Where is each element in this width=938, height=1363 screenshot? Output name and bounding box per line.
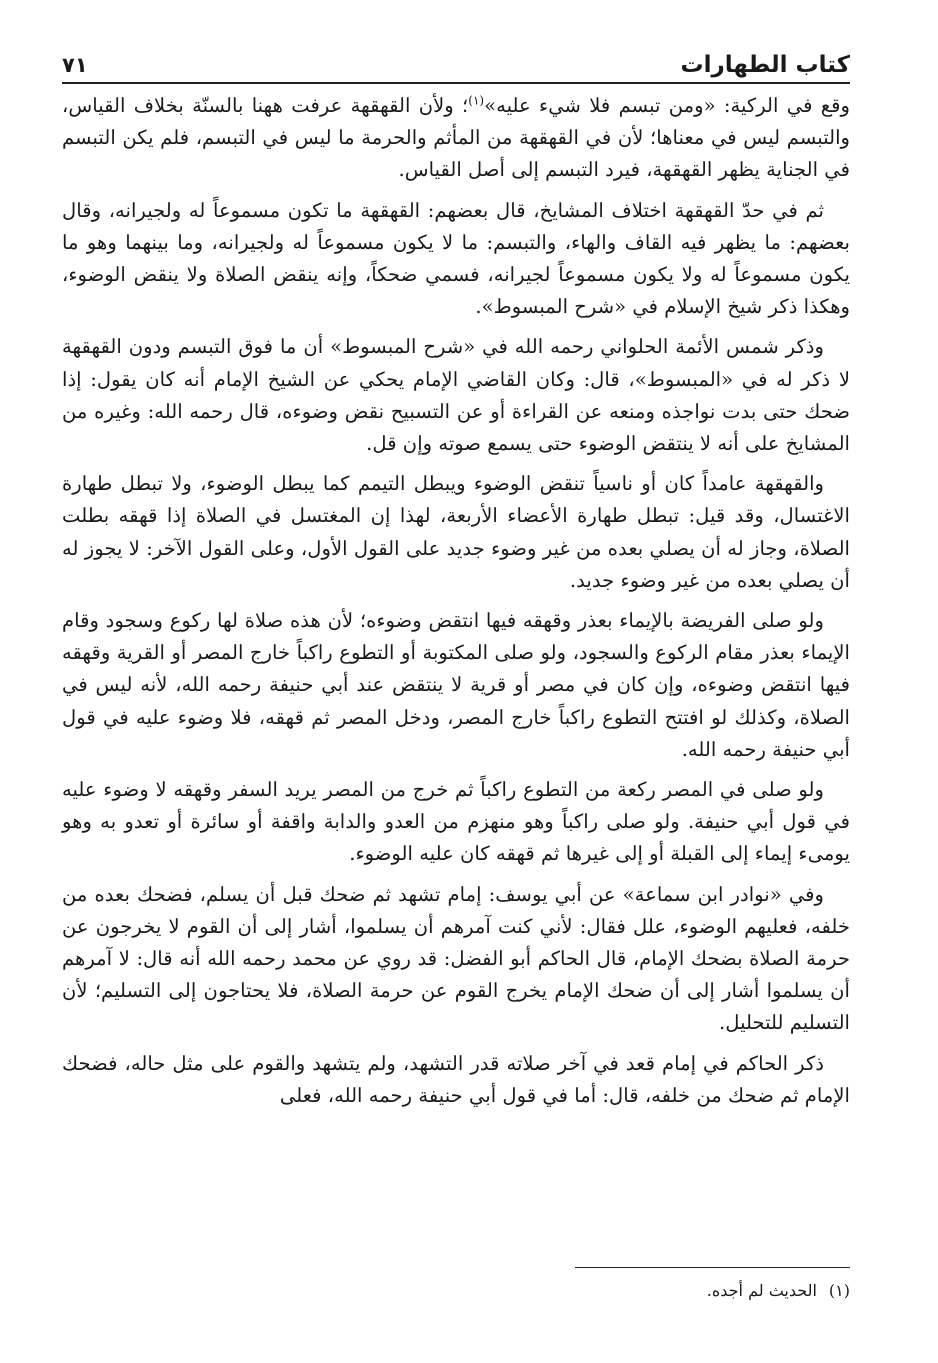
paragraph-text: ؛ ولأن القهقهة عرفت ههنا بالسنّة بخلاف القياس، والتبسم ليس في معناها؛ لأن في القهقهة من المأثم والحرمة ما ليس في التبسم، فلم يكن التبسم في الجناية يظهر القهقهة، فيرد التبسم إلى أصل القياس.: [62, 94, 850, 182]
header-rule: [62, 82, 850, 84]
paragraph: وذكر شمس الأئمة الحلواني رحمه الله في «شرح المبسوط» أن ما فوق التبسم ودون القهقهة لا ذكر له في «المبسوط»، قال: وكان القاضي الإمام يحكي عن الشيخ الإمام أنه كان يقول: إذا ضحك حتى بدت نواجذه ومنعه عن القراءة أو عن التسبيح نقض وضوءه، قال رحمه الله: وغيره من المشايخ على أنه لا ينتقض الوضوء حتى يسمع صوته وإن قل.: [62, 335, 850, 456]
footnote-reference[interactable]: (١): [468, 93, 485, 108]
paragraph: ولو صلى في المصر ركعة من التطوع راكباً ثم خرج من المصر يريد السفر وقهقه لا وضوء عليه في قول أبي حنيفة. ولو صلى راكباً وهو منهزم من العدو والدابة واقفة أو سائرة أو تعدو به وهو يومىء إيماء إلى القبلة أو إلى غيرها ثم قهقه كان عليه الوضوء.: [62, 778, 850, 866]
paragraph-text: وقع في الركية: «ومن تبسم فلا شيء عليه»: [484, 94, 850, 117]
paragraph: والقهقهة عامداً كان أو ناسياً تنقض الوضوء ويبطل التيمم كما يبطل الوضوء، ولا تبطل طهارة الاغتسال، وقد قيل: تبطل طهارة الأعضاء الأربعة، لهذا إن المغتسل في الصلاة إذا قهقه بطلت الصلاة، وجاز له أن يصلي بعده من غير وضوء جديد على القول الأول، وعلى القول الآخر: لا يجوز له أن يصلي بعده من غير وضوء جديد.: [62, 472, 850, 592]
paragraph: [62, 90, 850, 187]
paragraph: وفي «نوادر ابن سماعة» عن أبي يوسف: إمام تشهد ثم ضحك قبل أن يسلم، فضحك بعده من خلفه، فعليهم الوضوء، علل فقال: لأني كنت آمرهم أن يسلموا، أشار إلى أن القوم لا يخرجون عن حرمة الصلاة بضحك الإمام، قال الحاكم أبو الفضل: قد روي عن محمد رحمه الله أنه قال: لا آمرهم أن يسلموا أشار إلى أن ضحك الإمام يخرج القوم عن حرمة الصلاة، فلا يحتاجون إلى التسليم؛ لأن التسليم للتحليل.: [62, 882, 850, 1035]
footnote-marker: (١): [828, 1281, 850, 1300]
page-number: ٧١: [62, 53, 88, 77]
running-title: كتاب الطهارات: [680, 52, 850, 78]
main-text: [62, 90, 850, 1120]
footnote: [62, 1277, 850, 1305]
paragraph: ثم في حدّ القهقهة اختلاف المشايخ، قال بعضهم: القهقهة ما تكون مسموعاً له ولجيرانه، وقال بعضهم: ما يظهر فيه القاف والهاء، والتبسم: ما لا يكون مسموعاً له ولجيرانه، وما بينهما وهو ما يكون مسموعاً له ولا يكون مسموعاً لجيرانه، فسمي ضحكاً، وإنه ينقض الصلاة ولا ينقض الوضوء، وهكذا ذكر شيخ الإسلام في «شرح المبسوط».: [62, 198, 850, 319]
paragraph: ولو صلى الفريضة بالإيماء بعذر وقهقه فيها انتقض وضوءه؛ لأن هذه صلاة لها ركوع وسجود وقام الإيماء بعذر مقام الركوع والسجود، ولو صلى المكتوبة أو التطوع راكباً خارج المصر أو القرية وقهقه فيها انتقض وضوءه، وإن كان في مصر أو قرية لا ينتقض عند أبي حنيفة رحمه الله، لأنه ليس في الصلاة، وكذلك لو افتتح التطوع راكباً خارج المصر، ودخل المصر ثم قهقه، فلا وضوء عليه في قول أبي حنيفة رحمه الله.: [62, 609, 850, 761]
footnote-rule: [575, 1267, 850, 1268]
running-header: [62, 40, 850, 80]
paragraph: ذكر الحاكم في إمام قعد في آخر صلاته قدر التشهد، ولم يتشهد والقوم على مثل حاله، فضحك الإمام ثم ضحك من خلفه، قال: أما في قول أبي حنيفة رحمه الله، فعلى: [62, 1051, 850, 1107]
footnote-text: الحديث لم أجده.: [706, 1281, 817, 1300]
